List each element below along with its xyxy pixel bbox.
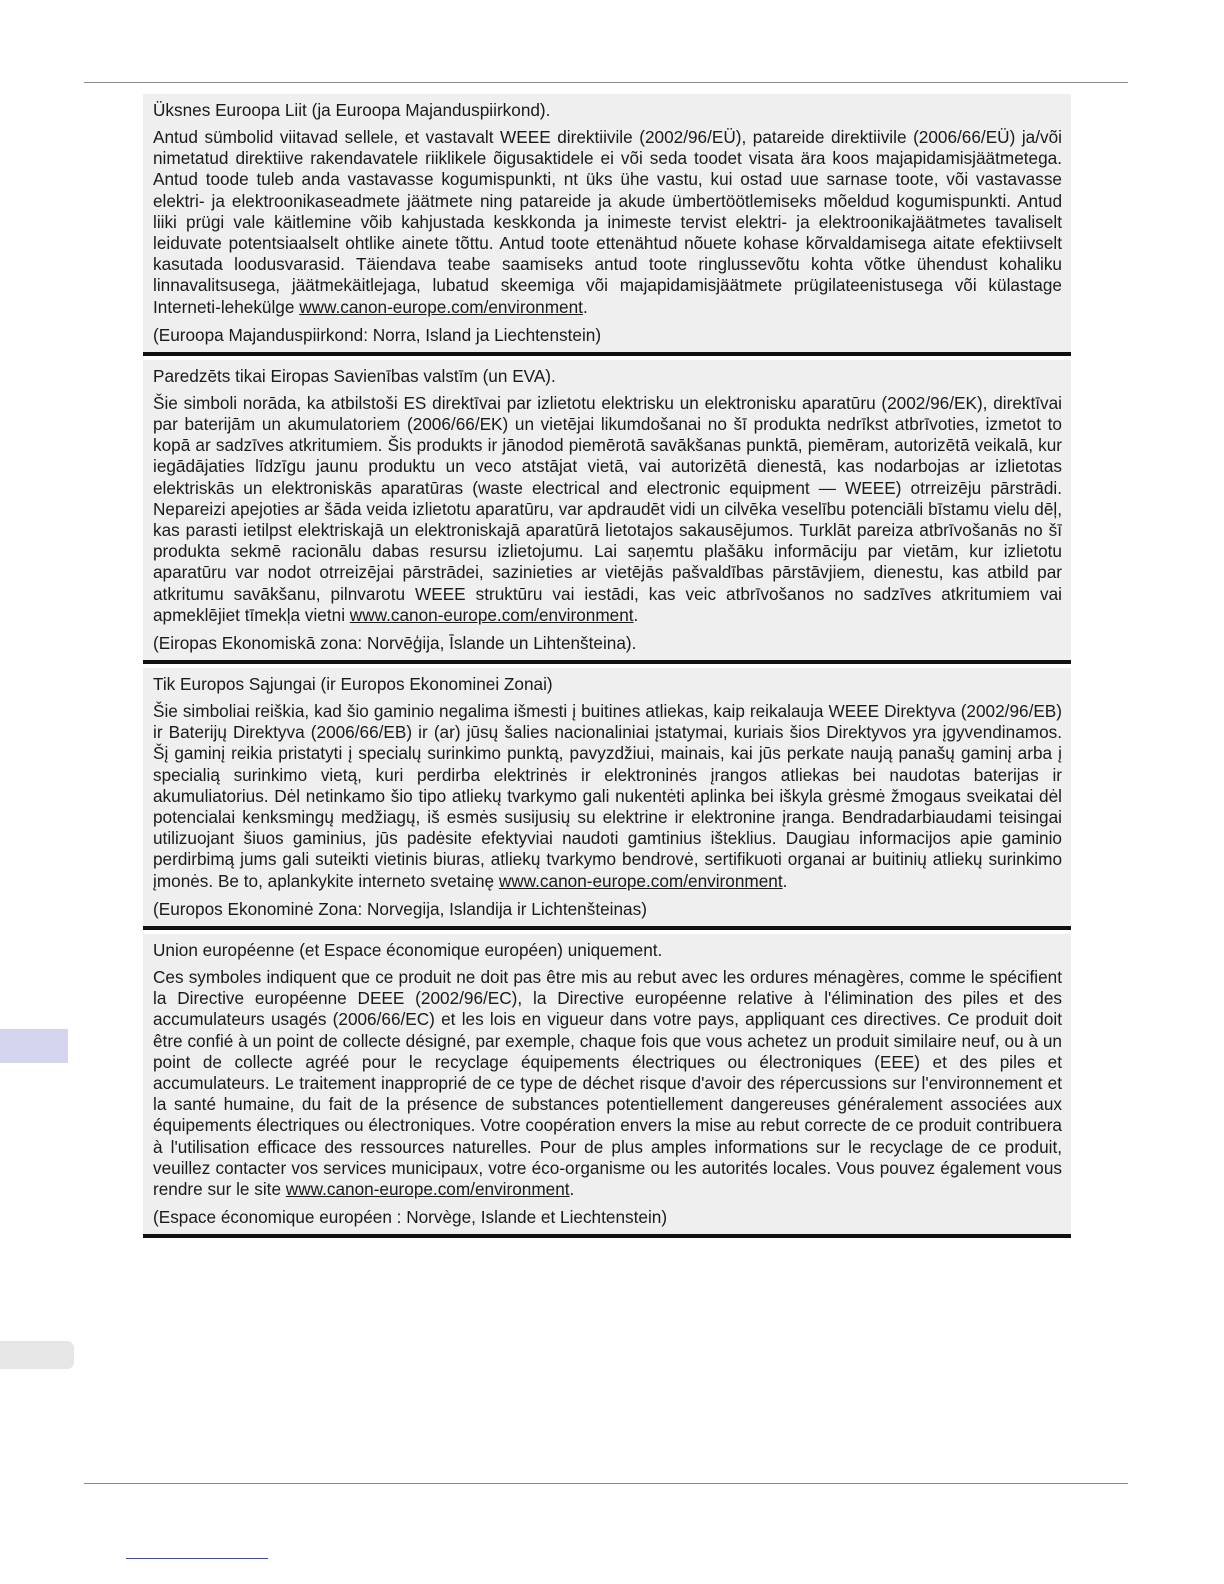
chapter-side-tab[interactable]	[0, 1029, 68, 1063]
notice-footnote: (Espace économique européen : Norvège, Islande et Liechtenstein)	[153, 1207, 668, 1228]
notice-footnote: (Europos Ekonominė Zona: Norvegija, Islandija ir Lichtenšteinas)	[153, 898, 647, 919]
notice-heading: Paredzēts tikai Eiropas Savienības valstīm (un EVA).	[153, 365, 556, 386]
environment-link[interactable]: www.canon-europe.com/environment	[299, 296, 583, 317]
notice-heading: Üksnes Euroopa Liit (ja Euroopa Majanduspiirkond).	[153, 100, 551, 120]
notice-footnote: (Eiropas Ekonomiskā zona: Norvēģija, Īslande un Lihtenšteina).	[153, 633, 637, 654]
notice-french	[143, 934, 1071, 1238]
notice-heading: Tik Europos Sąjungai (ir Europos Ekonominei Zonai)	[153, 674, 553, 695]
notice-body-text: Antud sümbolid viitavad sellele, et vastavalt WEEE direktiivile (2002/96/EÜ), patareide direktiivile (2006/66/EÜ) ja/või nimetatud direktiive rakendavatele riiklikele õigusaktidele ei või seda toodet visata ära koos majapidamisjäätmetega. Antud toode tuleb anda vastavasse kogumispunkti, nt üks ühe vastu, kui ostad uue sarnase toote, või vastavasse elektri- ja elektroonikaseadmete jäätmete ning patareide ja akude ümbertöötlemiseks mõeldud kogumispunkti. Antud liiki prügi vale käitlemine võib kahjustada keskkonda ja inimeste tervist elektri- ja elektroonikajäätmetes tavaliselt leiduvate potentsiaalselt ohtlike ainete tõttu. Antud toote ettenähtud nõuete kohase kõrvaldamisega aitate efektiivselt kasutada loodusvarasid. Täiendava teabe saamiseks antud toote ringlussevõtu kohta võtke ühendust kohaliku linnavalitsusega, jäätmekäitlejaga, lubatud skeemiga või majapidamisjäätmete prügilateenistusega või külastage Interneti-lehekülge	[153, 127, 1062, 317]
notice-body	[153, 393, 1062, 626]
environment-link[interactable]: www.canon-europe.com/environment	[349, 604, 634, 625]
header-rule	[84, 82, 1128, 83]
footer-rule	[84, 1483, 1128, 1484]
notice-heading: Union européenne (et Espace économique européen) uniquement.	[153, 939, 663, 960]
index-side-tab[interactable]	[0, 1341, 74, 1369]
notice-body-end: .	[582, 296, 588, 317]
notice-body-text: Ces symboles indiquent que ce produit ne doit pas être mis au rebut avec les ordures ménagères, comme le spécifient la Directive européenne DEEE (2002/96/EC), la Directive européenne relative à l'élimination des piles et des accumulateurs usagés (2006/66/EC) et les lois en vigueur dans votre pays, appliquant ces directives. Ce produit doit être confié à un point de collecte désigné, par exemple, chaque fois que vous achetez un produit similaire neuf, ou à un point de collecte agréé pour le recyclage équipements électriques ou électroniques (EEE) et des piles et accumulateurs. Le traitement inapproprié de ce type de déchet risque d'avoir des répercussions sur l'environnement et la santé humaine, du fait de la présence de substances potentiellement dangereuses généralement associées aux équipements électriques ou électroniques. Votre coopération envers la mise au rebut correcte de ce produit contribuera à l'utilisation efficace des ressources naturelles. Pour de plus amples informations sur le recyclage de ce produit, veuillez contacter vos services municipaux, votre éco-organisme ou les autorités locales. Vous pouvez également vous rendre sur le site	[153, 966, 1062, 1199]
footer-link-underline	[126, 1558, 268, 1559]
notice-lithuanian	[143, 668, 1071, 930]
weee-notice-list	[143, 94, 1071, 1238]
environment-link[interactable]: www.canon-europe.com/environment	[498, 870, 783, 891]
notice-body-end: .	[569, 1178, 575, 1199]
notice-body-end: .	[782, 870, 788, 891]
notice-body-end: .	[633, 604, 639, 625]
notice-body	[153, 701, 1062, 892]
notice-footnote: (Euroopa Majanduspiirkond: Norra, Island ja Liechtenstein)	[153, 324, 602, 345]
environment-link[interactable]: www.canon-europe.com/environment	[285, 1178, 570, 1199]
notice-latvian	[143, 360, 1071, 664]
notice-body-text: Šie simboli norāda, ka atbilstoši ES direktīvai par izlietotu elektrisku un elektronisku aparatūru (2002/96/EK), direktīvai par baterijām un akumulatoriem (2006/66/EK) un vietējai likumdošanai no šī produkta nedrīkst atbrīvoties, izmetot to kopā ar sadzīves atkritumiem. Šis produkts ir jānodod piemērotā savākšanas punktā, piemēram, autorizētā veikalā, kur iegādājaties līdzīgu jaunu produktu un veco atstājat vietā, vai autorizētā dienestā, kas nodarbojas ar izlietotas elektriskās un elektroniskās aparatūras (waste electrical and electronic equipment — WEEE) otrreizēju pārstrādi. Nepareizi apejoties ar šāda veida izlietotu aparatūru, var apdraudēt vidi un cilvēka veselību potenciāli bīstamu vielu dēļ, kas parasti ietilpst elektriskajā un elektroniskajā aparatūrā lietotajos sakausējumos. Turklāt pareiza atbrīvošanās no šī produkta sekmē racionālu dabas resursu izlietojumu. Lai saņemtu plašāku informāciju par vietām, kur izlietotu aparatūru var nodot otrreizējai pārstrādei, sazinieties ar vietējās pašvaldības pārstāvjiem, dienestu, kas atbild par atkritumu savākšanu, pilnvarotu WEEE struktūru vai iestādi, kas veic atbrīvošanos no sadzīves atkritumiem vai apmeklējiet tīmekļa vietni	[153, 392, 1062, 625]
notice-body-text: Šie simboliai reiškia, kad šio gaminio negalima išmesti į buitines atliekas, kaip reikalauja WEEE Direktyva (2002/96/EB) ir Baterijų Direktyva (2006/66/EB) ir (ar) jūsų šalies nacionaliniai įstatymai, kuriais šios Direktyvos yra įgyvendinamos. Šį gaminį reikia pristatyti į specialų surinkimo punktą, pavyzdžiui, mainais, kai jūs perkate naują panašų gaminį arba į specialią surinkimo vietą, kuri perdirba elektrinės ir elektroninės įrangos atliekas bei naudotas baterijas ir akumuliatorius. Dėl netinkamo šio tipo atliekų tvarkymo gali nukentėti aplinka bei iškyla grėsmė žmogaus sveikatai dėl potencialai kenksmingų medžiagų, iš esmės susijusių su elektrine ir elektronine įranga. Bendradarbiaudami teisingai utilizuojant šiuos gaminius, jūs padėsite efektyviai naudoti gamtinius išteklius. Daugiau informacijos apie gaminio perdirbimą jums gali suteikti vietinis biuras, atliekų tvarkymo bendrovė, sertifikuoti organai ar buitinių atliekų surinkimo įmonės. Be to, aplankykite interneto svetainę	[153, 701, 1062, 891]
notice-body	[153, 967, 1062, 1200]
notice-body	[153, 127, 1062, 318]
notice-estonian	[143, 94, 1071, 356]
